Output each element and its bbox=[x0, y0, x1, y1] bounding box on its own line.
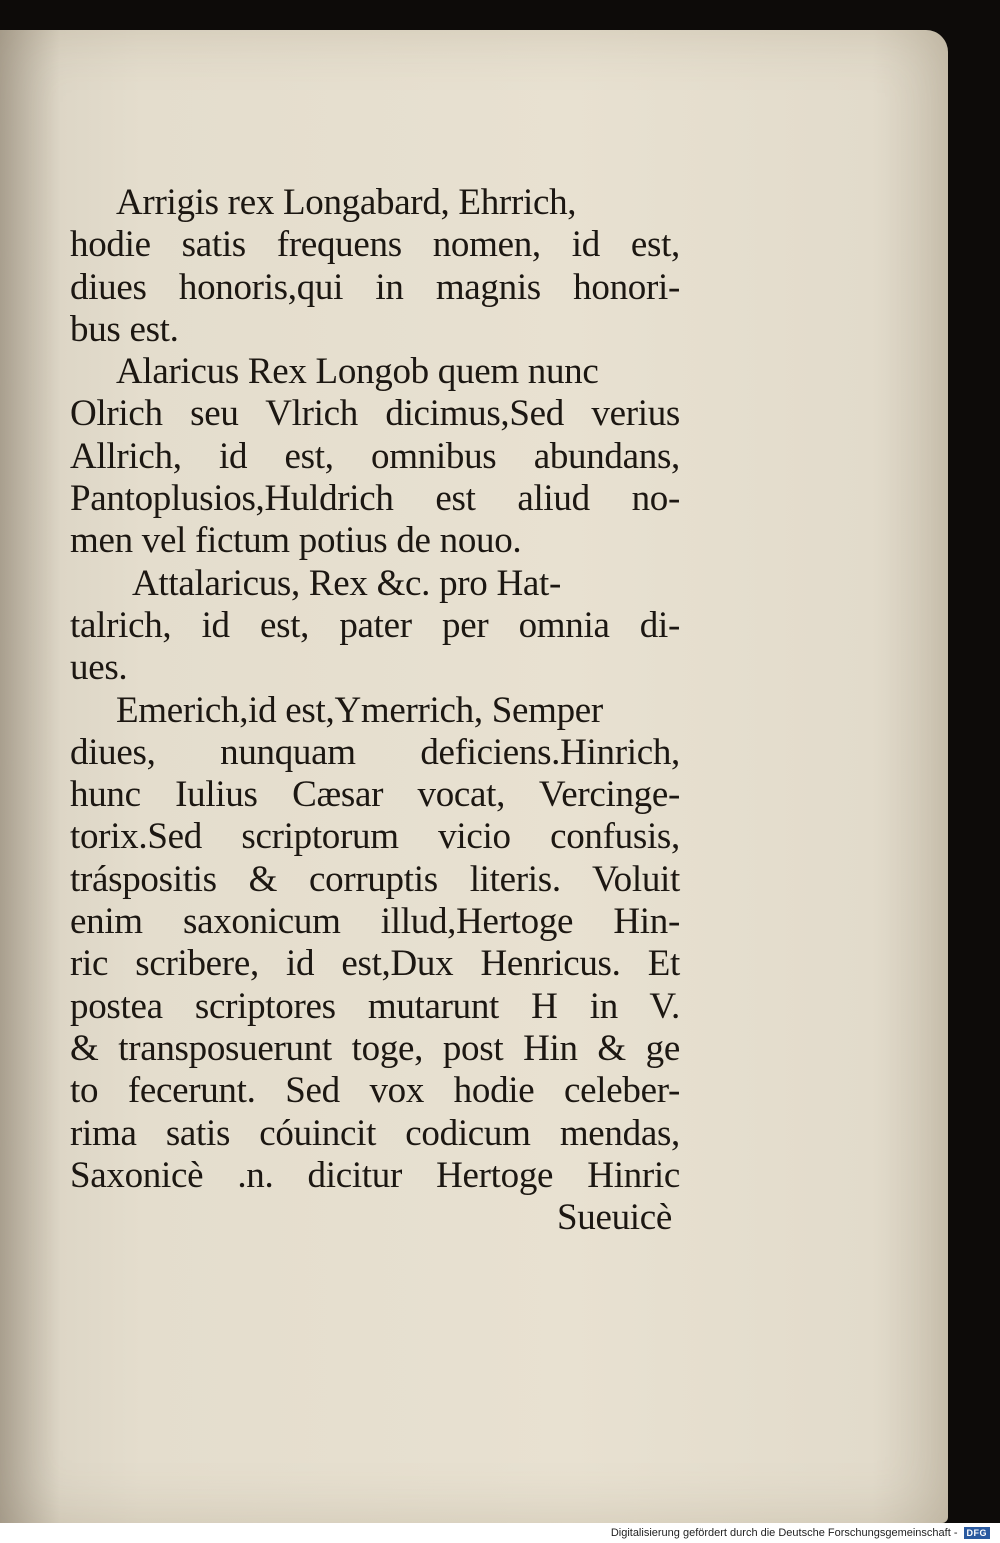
text-line: tráspositis & corruptis literis. Voluit bbox=[70, 858, 680, 900]
text-line: ric scribere, id est,Dux Henricus. Et bbox=[70, 943, 680, 985]
text-line: torix.Sed scriptorum vicio confusis, bbox=[70, 816, 680, 858]
page-text bbox=[70, 182, 680, 1239]
text-line: Attalaricus, Rex &c. pro Hat- bbox=[132, 562, 561, 604]
text-line: talrich, id est, pater per omnia di- bbox=[70, 604, 680, 646]
text-line: diues, nunquam deficiens.Hinrich, bbox=[70, 731, 680, 773]
text-line: men vel fictum potius de nouo. bbox=[70, 520, 522, 562]
text-line: hunc Iulius Cæsar vocat, Vercinge- bbox=[70, 774, 680, 816]
text-line: postea scriptores mutarunt H in V. bbox=[70, 985, 680, 1027]
text-line: Arrigis rex Longabard, Ehrrich, bbox=[116, 182, 577, 223]
text-line: diues honoris,qui in magnis honori- bbox=[70, 266, 680, 308]
text-line: & transposuerunt toge, post Hin & ge bbox=[70, 1027, 680, 1069]
funding-credit: Digitalisierung gefördert durch die Deutsche Forschungsgemeinschaft - bbox=[610, 1527, 958, 1539]
text-line: Saxonicè .n. dicitur Hertoge Hinric bbox=[70, 1154, 680, 1196]
text-line: Olrich seu Vlrich dicimus,Sed verius bbox=[70, 393, 680, 435]
dfg-logo-icon: DFG bbox=[964, 1527, 991, 1539]
text-line: bus est. bbox=[70, 308, 179, 350]
digitization-footer bbox=[0, 1523, 1000, 1543]
text-line: enim saxonicum illud,Hertoge Hin- bbox=[70, 901, 680, 943]
book-page bbox=[0, 30, 948, 1523]
text-line: Allrich, id est, omnibus abundans, bbox=[70, 435, 680, 477]
text-line: hodie satis frequens nomen, id est, bbox=[70, 224, 680, 266]
text-line: rima satis cóuincit codicum mendas, bbox=[70, 1112, 680, 1154]
catchword: Sueuicè bbox=[556, 1197, 672, 1239]
text-line: ues. bbox=[70, 647, 128, 689]
text-line: to fecerunt. Sed vox hodie celeber- bbox=[70, 1070, 680, 1112]
text-line: Pantoplusios,Huldrich est aliud no- bbox=[70, 478, 680, 520]
text-line: Emerich,id est,Ymerrich, Semper bbox=[116, 689, 603, 731]
text-line: Alaricus Rex Longob quem nunc bbox=[116, 351, 599, 393]
